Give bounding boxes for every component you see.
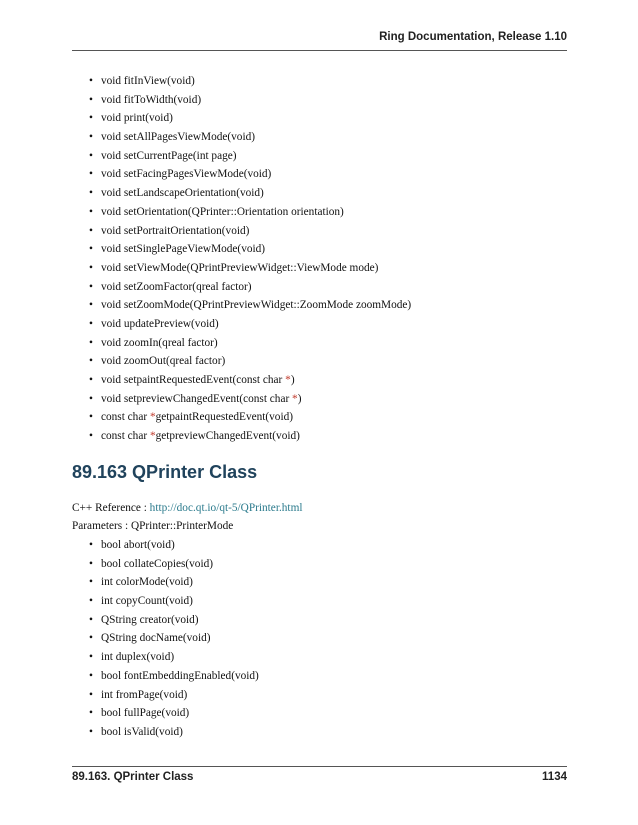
list-item: • bool abort(void) bbox=[89, 536, 259, 555]
bullet-icon: • bbox=[89, 688, 93, 701]
bullet-icon: • bbox=[89, 93, 93, 106]
list-item: • const char *getpaintRequestedEvent(void) bbox=[89, 408, 411, 427]
bullet-icon: • bbox=[89, 317, 93, 330]
list-item: • void setFacingPagesViewMode(void) bbox=[89, 165, 411, 184]
bullet-icon: • bbox=[89, 75, 93, 87]
bullet-icon: • bbox=[89, 261, 93, 274]
list-item: • void zoomIn(qreal factor) bbox=[89, 334, 411, 353]
bullet-icon: • bbox=[89, 595, 93, 608]
running-header: Ring Documentation, Release 1.10 bbox=[379, 31, 567, 43]
list-item: • int colorMode(void) bbox=[89, 573, 259, 592]
bullet-icon: • bbox=[89, 243, 93, 256]
footer-divider bbox=[72, 766, 567, 767]
bullet-icon: • bbox=[89, 539, 93, 551]
list-item: • bool collateCopies(void) bbox=[89, 555, 259, 574]
list-item: • void setpreviewChangedEvent(const char *) bbox=[89, 390, 411, 409]
parameters-line: Parameters : QPrinter::PrinterMode bbox=[72, 520, 234, 532]
list-item: • void setCurrentPage(int page) bbox=[89, 147, 411, 166]
list-item: • bool isValid(void) bbox=[89, 723, 259, 742]
bullet-icon: • bbox=[89, 355, 93, 368]
list-item: • void fitInView(void) bbox=[89, 72, 411, 91]
list-item: • QString creator(void) bbox=[89, 611, 259, 630]
bullet-icon: • bbox=[89, 632, 93, 645]
bullet-icon: • bbox=[89, 299, 93, 312]
bullet-icon: • bbox=[89, 149, 93, 162]
bullet-icon: • bbox=[89, 187, 93, 200]
list-item: • void setViewMode(QPrintPreviewWidget::ViewMode mode) bbox=[89, 259, 411, 278]
list-item: • bool fullPage(void) bbox=[89, 704, 259, 723]
list-item: • void updatePreview(void) bbox=[89, 315, 411, 334]
list-item: • void setPortraitOrientation(void) bbox=[89, 222, 411, 241]
bullet-icon: • bbox=[89, 280, 93, 293]
cpp-reference-link[interactable]: http://doc.qt.io/qt-5/QPrinter.html bbox=[149, 502, 303, 514]
cpp-reference-line: C++ Reference : http://doc.qt.io/qt-5/QPrinter.html bbox=[72, 502, 303, 514]
section-heading: 89.163 QPrinter Class bbox=[72, 462, 258, 482]
bullet-icon: • bbox=[89, 168, 93, 181]
method-list-preview-widget bbox=[89, 72, 411, 446]
list-item: • const char *getpreviewChangedEvent(void) bbox=[89, 427, 411, 446]
list-item: • bool fontEmbeddingEnabled(void) bbox=[89, 667, 259, 686]
bullet-icon: • bbox=[89, 112, 93, 125]
list-item: • int fromPage(void) bbox=[89, 686, 259, 705]
list-item: • void setZoomFactor(qreal factor) bbox=[89, 278, 411, 297]
list-item: • QString docName(void) bbox=[89, 629, 259, 648]
bullet-icon: • bbox=[89, 392, 93, 405]
list-item: • int copyCount(void) bbox=[89, 592, 259, 611]
bullet-icon: • bbox=[89, 707, 93, 720]
bullet-icon: • bbox=[89, 725, 93, 738]
bullet-icon: • bbox=[89, 374, 93, 386]
bullet-icon: • bbox=[89, 411, 93, 424]
list-item: • int duplex(void) bbox=[89, 648, 259, 667]
header-divider bbox=[72, 50, 567, 51]
footer-section-label: 89.163. QPrinter Class bbox=[72, 771, 194, 783]
list-item: • void zoomOut(qreal factor) bbox=[89, 352, 411, 371]
bullet-icon: • bbox=[89, 651, 93, 664]
bullet-icon: • bbox=[89, 205, 93, 218]
page-number: 1134 bbox=[542, 771, 567, 783]
list-item: • void setpaintRequestedEvent(const char *) bbox=[89, 371, 411, 390]
list-item: • void setOrientation(QPrinter::Orientation orientation) bbox=[89, 203, 411, 222]
method-list-qprinter bbox=[89, 536, 259, 742]
bullet-icon: • bbox=[89, 430, 93, 443]
list-item: • void setAllPagesViewMode(void) bbox=[89, 128, 411, 147]
list-item: • void setZoomMode(QPrintPreviewWidget::ZoomMode zoomMode) bbox=[89, 296, 411, 315]
bullet-icon: • bbox=[89, 224, 93, 237]
bullet-icon: • bbox=[89, 131, 93, 144]
list-item: • void print(void) bbox=[89, 109, 411, 128]
list-item: • void fitToWidth(void) bbox=[89, 91, 411, 110]
list-item: • void setLandscapeOrientation(void) bbox=[89, 184, 411, 203]
bullet-icon: • bbox=[89, 576, 93, 589]
list-item: • void setSinglePageViewMode(void) bbox=[89, 240, 411, 259]
bullet-icon: • bbox=[89, 557, 93, 570]
bullet-icon: • bbox=[89, 336, 93, 349]
bullet-icon: • bbox=[89, 613, 93, 626]
bullet-icon: • bbox=[89, 669, 93, 682]
